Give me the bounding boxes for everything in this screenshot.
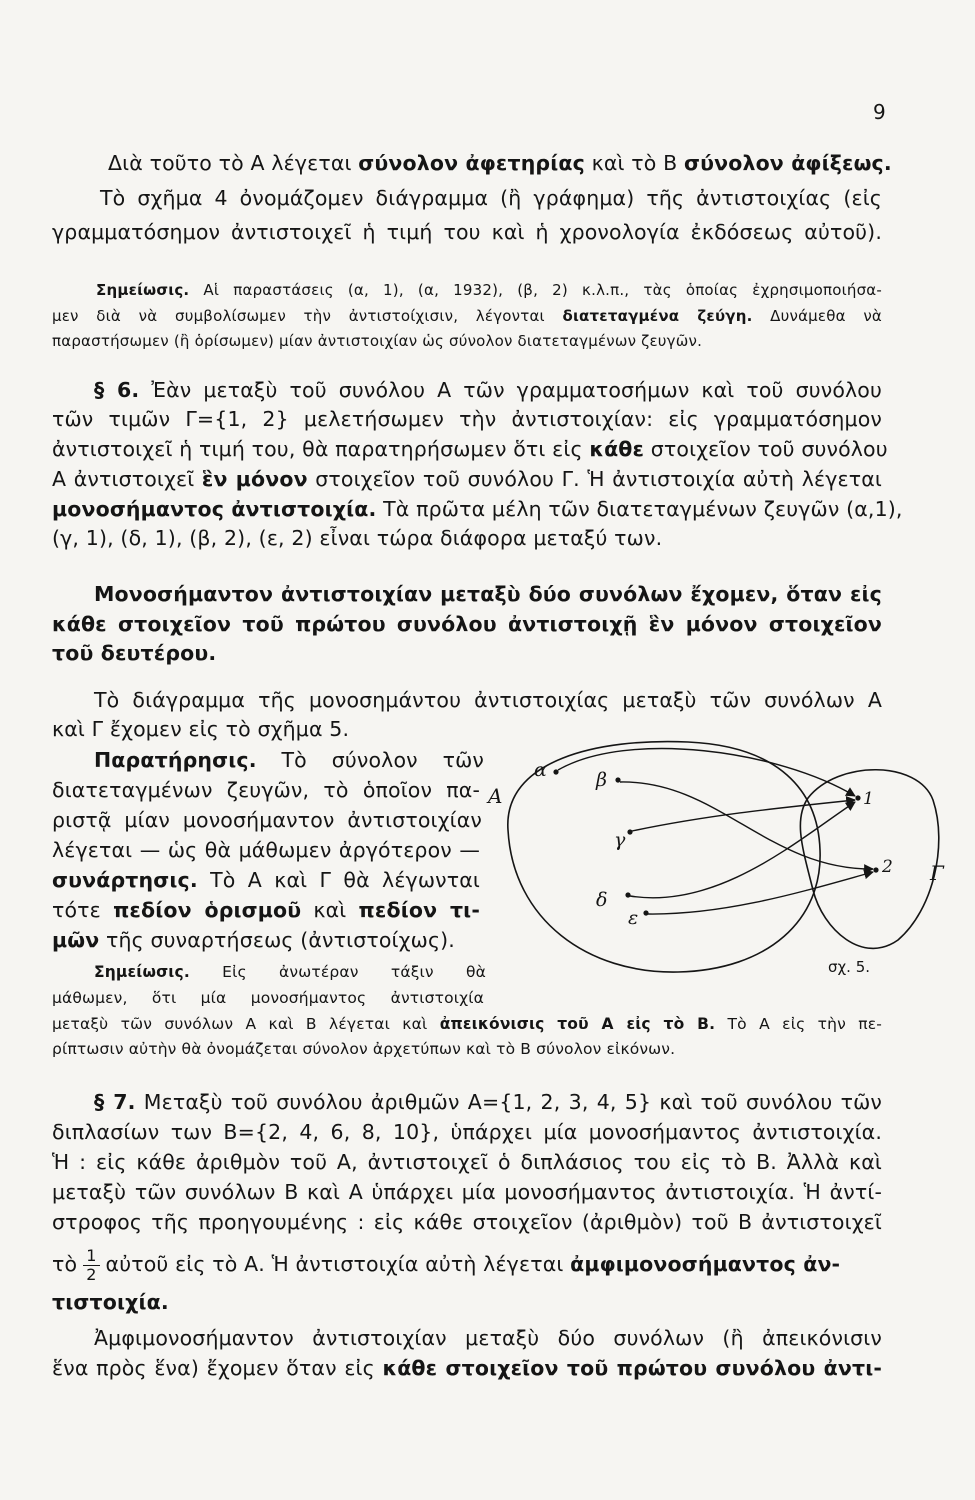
bold-term: σύνολον ἀφίξεως. bbox=[683, 151, 892, 175]
sec6-line-4 bbox=[52, 469, 882, 490]
bold-term: μονοσήμαντος ἀντιστοιχία. bbox=[52, 497, 377, 521]
note2-line-3 bbox=[52, 1017, 882, 1033]
label-alpha: α bbox=[534, 759, 547, 781]
figure-caption: σχ. 5. bbox=[828, 958, 871, 976]
para1-line-1 bbox=[108, 151, 892, 175]
remark-line-6 bbox=[52, 900, 480, 921]
para1-line-2: Τὸ σχῆμα 4 ὀνομάζομεν διάγραμμα (ἢ γράφημα) τῆς ἀντιστοιχίας (εἰς bbox=[100, 186, 882, 210]
point-alpha bbox=[553, 769, 558, 774]
sec7-line-8: Ἀμφιμονοσήμαντον ἀντιστοιχίαν μεταξὺ δύο συνόλων (ἢ ἀπεικόνισιν bbox=[94, 1326, 882, 1350]
note2-line-2: μάθωμεν, ὅτι μία μονοσήμαντος ἀντιστοιχία bbox=[52, 989, 484, 1007]
bold-term: μῶν bbox=[52, 928, 100, 952]
text: ἀντιστοιχεῖ ἡ τιμή του, θὰ παρατηρήσωμεν ὅτι εἰς bbox=[52, 437, 590, 461]
sec6-line-6: (γ, 1), (δ, 1), (β, 2), (ε, 2) εἶναι τώρα διάφορα μεταξύ των. bbox=[52, 526, 663, 550]
fraction-one-half bbox=[83, 1247, 99, 1283]
point-delta bbox=[625, 892, 630, 897]
remark-line-3: ριστᾷ μίαν μονοσήμαντον ἀντιστοιχίαν bbox=[52, 808, 482, 832]
label-epsilon: ε bbox=[628, 907, 639, 929]
text: αὐτοῦ εἰς τὸ Α. Ἡ ἀντιστοιχία αὐτὴ λέγεται bbox=[105, 1252, 571, 1276]
para2-line-1: Τὸ διάγραμμα τῆς μονοσημάντου ἀντιστοιχίας μεταξὺ τῶν συνόλων Α bbox=[94, 688, 882, 712]
bold-term: πεδίον τι- bbox=[358, 898, 480, 922]
text: μεταξὺ τῶν συνόλων Α καὶ Β λέγεται καὶ bbox=[52, 1015, 440, 1033]
bold-term: πεδίον ὁρισμοῦ bbox=[113, 898, 302, 922]
text: Μεταξὺ τοῦ συνόλου ἀριθμῶν Α={1, 2, 3, 4, 5} καὶ τοῦ συνόλου τῶν bbox=[135, 1090, 883, 1114]
definition-line-2: κάθε στοιχεῖον τοῦ πρώτου συνόλου ἀντιστοιχῇ ἓν μόνον στοιχεῖον bbox=[52, 612, 882, 636]
label-gamma: γ bbox=[614, 829, 626, 851]
text: μεν διὰ νὰ συμβολίσωμεν τὴν ἀντιστοίχισιν, λέγονται bbox=[52, 307, 563, 325]
point-1 bbox=[855, 795, 860, 800]
para2-line-2: καὶ Γ ἔχομεν εἰς τὸ σχῆμα 5. bbox=[52, 717, 350, 741]
sec7-line-7: τιστοιχία. bbox=[52, 1290, 169, 1314]
bold-term: κάθε στοιχεῖον τοῦ πρώτου συνόλου ἀντι- bbox=[382, 1356, 882, 1380]
label-1: 1 bbox=[863, 789, 874, 809]
bold-term: διατεταγμένα ζεύγη. bbox=[562, 307, 753, 325]
sec6-line-1 bbox=[94, 380, 882, 401]
remark-line-2: διατεταγμένων ζευγῶν, τὸ ὁποῖον πα- bbox=[52, 778, 480, 802]
note2-line-4: ρίπτωσιν αὐτὴν θὰ ὀνομάζεται σύνολον ἀρχετύπων καὶ τὸ Β σύνολον εἰκόνων. bbox=[52, 1040, 676, 1058]
text: τὸ bbox=[52, 1252, 78, 1276]
note1-line-3: παραστήσωμεν (ἢ ὁρίσωμεν) μίαν ἀντιστοιχίαν ὡς σύνολον διατεταγμένων ζευγῶν. bbox=[52, 332, 703, 350]
note1-line-1 bbox=[96, 283, 882, 298]
text: Αἱ παραστάσεις (α, 1), (α, 1932), (β, 2) κ.λ.π., τὰς ὁποίας ἐχρησιμοποιήσα- bbox=[189, 281, 882, 299]
para1-line-3: γραμματόσημον ἀντιστοιχεῖ ἡ τιμή του καὶ ἡ χρονολογία ἐκδόσεως αὐτοῦ). bbox=[52, 220, 882, 244]
text: Τὸ σύνολον τῶν bbox=[256, 748, 484, 772]
page-number: 9 bbox=[873, 100, 886, 124]
point-2 bbox=[873, 867, 878, 872]
remark-line-4: λέγεται — ὡς θὰ μάθωμεν ἀργότερον — bbox=[52, 838, 480, 862]
section-mark: § 7. bbox=[94, 1090, 136, 1114]
remark-line-5 bbox=[52, 870, 480, 891]
label-2: 2 bbox=[882, 857, 893, 877]
text: Τὸ Α καὶ Γ θὰ λέγωνται bbox=[197, 868, 480, 892]
text: τότε bbox=[52, 898, 114, 922]
text: καὶ bbox=[301, 898, 359, 922]
text: στοιχεῖον τοῦ συνόλου Γ. Ἡ ἀντιστοιχία αὐτὴ λέγεται bbox=[307, 467, 882, 491]
remark-line-1 bbox=[94, 750, 484, 771]
fraction-denominator: 2 bbox=[86, 1264, 97, 1284]
note2-line-1 bbox=[94, 965, 486, 981]
sec6-line-5 bbox=[52, 497, 903, 521]
sec7-line-1 bbox=[94, 1092, 882, 1113]
fraction-numerator: 1 bbox=[83, 1247, 99, 1266]
sec7-line-9 bbox=[52, 1358, 882, 1379]
point-epsilon bbox=[643, 910, 648, 915]
sec7-line-5: στροφος τῆς προηγουμένης : εἰς κάθε στοιχεῖον (ἀριθμὸν) τοῦ Β ἀντιστοιχεῖ bbox=[52, 1210, 882, 1234]
text: Α ἀντιστοιχεῖ bbox=[52, 467, 202, 491]
text: Δυνάμεθα νὰ bbox=[752, 307, 882, 325]
note-label: Σημείωσις. bbox=[94, 963, 190, 981]
text: καὶ τὸ Β bbox=[584, 151, 684, 175]
bold-term: ἓν μόνον bbox=[201, 467, 308, 491]
label-set-g: Γ bbox=[930, 861, 944, 885]
remark-line-7 bbox=[52, 930, 482, 951]
sec6-line-2: τῶν τιμῶν Γ={1, 2} μελετήσωμεν τὴν ἀντιστοιχίαν: εἰς γραμματόσημον bbox=[52, 407, 882, 431]
sec7-line-4: μεταξὺ τῶν συνόλων Β καὶ Α ὑπάρχει μία μονοσήμαντος ἀντιστοιχία. Ἡ ἀντί- bbox=[52, 1180, 882, 1204]
sec6-line-3 bbox=[52, 437, 888, 461]
remark-label: Παρατήρησις. bbox=[94, 748, 257, 772]
figure-5-diagram bbox=[478, 720, 948, 990]
label-beta: β bbox=[596, 769, 607, 791]
bold-term: συνάρτησις. bbox=[52, 868, 198, 892]
text: Ἐὰν μεταξὺ τοῦ συνόλου Α τῶν γραμματοσήμων καὶ τοῦ συνόλου bbox=[139, 378, 882, 402]
definition-line-1: Μονοσήμαντον ἀντιστοιχίαν μεταξὺ δύο συνόλων ἔχομεν, ὅταν εἰς bbox=[94, 582, 882, 606]
sec7-line-2: διπλασίων των Β={2, 4, 6, 8, 10}, ὑπάρχει μία μονοσήμαντος ἀντιστοιχία. bbox=[52, 1120, 882, 1144]
bold-term: σύνολον ἀφετηρίας bbox=[358, 151, 585, 175]
arrow-gamma-1 bbox=[632, 800, 855, 831]
sec7-line-6 bbox=[52, 1240, 882, 1288]
label-delta: δ bbox=[596, 889, 608, 911]
bold-term: ἀμφιμονοσήμαντος ἀν- bbox=[570, 1252, 841, 1276]
point-beta bbox=[615, 777, 620, 782]
text: Τὰ πρῶτα μέλη τῶν διατεταγμένων ζευγῶν (α,1), bbox=[376, 497, 903, 521]
sec7-line-3: Ἡ : εἰς κάθε ἀριθμὸν τοῦ Α, ἀντιστοιχεῖ ὁ διπλάσιος του εἰς τὸ Β. Ἀλλὰ καὶ bbox=[52, 1150, 882, 1174]
definition-line-3: τοῦ δευτέρου. bbox=[52, 641, 217, 665]
section-mark: § 6. bbox=[94, 378, 140, 402]
note1-line-2 bbox=[52, 309, 882, 324]
point-gamma bbox=[627, 829, 632, 834]
arrow-delta-1 bbox=[630, 802, 855, 898]
bold-term: ἀπεικόνισις τοῦ Α εἰς τὸ Β. bbox=[439, 1015, 716, 1033]
text: στοιχεῖον τοῦ συνόλου bbox=[644, 437, 888, 461]
text: τῆς συναρτήσεως (ἀντιστοίχως). bbox=[99, 928, 455, 952]
bold-term: κάθε bbox=[589, 437, 645, 461]
text: Διὰ τοῦτο τὸ Α λέγεται bbox=[108, 151, 359, 175]
text: ἕνα πρὸς ἕνα) ἔχομεν ὅταν εἰς bbox=[52, 1356, 383, 1380]
label-set-a: Α bbox=[488, 784, 503, 808]
text: Τὸ Α εἰς τὴν πε- bbox=[715, 1015, 882, 1033]
text: Εἰς ἀνωτέραν τάξιν θὰ bbox=[189, 963, 486, 981]
arrow-epsilon-2 bbox=[648, 872, 873, 914]
note-label: Σημείωσις. bbox=[96, 281, 190, 299]
